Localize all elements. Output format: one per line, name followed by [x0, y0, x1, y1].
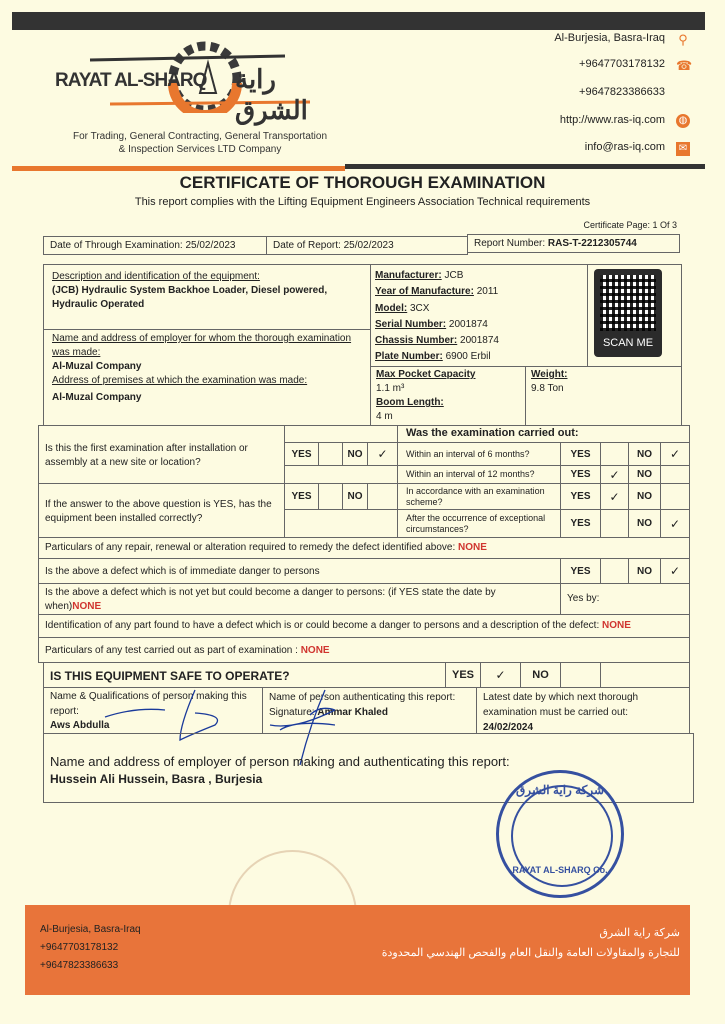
tagline-line: & Inspection Services LTD Company: [118, 144, 282, 155]
company-stamp: [496, 770, 624, 898]
footer-phone: +9647703178132: [40, 942, 119, 953]
stamp-text: RAYAT AL-SHARQ Co.: [512, 865, 608, 875]
contact-website[interactable]: http://www.ras-iq.com: [559, 114, 665, 126]
spec-row: [375, 349, 583, 365]
logo: [50, 38, 350, 158]
tests-label: Particulars of any test carried out as part of examination :: [45, 645, 301, 656]
blank-cell: [284, 509, 398, 538]
tagline-line: For Trading, General Contracting, General Transportation: [72, 131, 328, 142]
yes-label: YES: [284, 483, 319, 510]
identification-value: NONE: [602, 620, 631, 631]
footer-contacts: [40, 921, 141, 975]
yes-label: YES: [560, 558, 601, 584]
scan-me-label: SCAN ME: [602, 337, 654, 349]
interval-no-checkmark[interactable]: ✓: [660, 442, 690, 466]
spec-row: [375, 284, 583, 300]
no-label: NO: [628, 558, 661, 584]
yes-by-field[interactable]: Yes by:: [560, 583, 690, 615]
mail-icon: ✉: [676, 142, 690, 156]
yes-label: YES: [560, 483, 601, 510]
no-label: NO: [628, 483, 661, 510]
spec-row: [375, 301, 583, 317]
immediate-yes-box[interactable]: [600, 558, 629, 584]
maker-name: Aws Abdulla: [50, 720, 110, 731]
report-number: [467, 234, 680, 253]
installed-correctly-question: If the answer to the above question is YES, has the equipment been installed correctly?: [38, 483, 285, 538]
report-number-value: RAS-T-2212305744: [547, 238, 637, 249]
no-label: NO: [342, 442, 368, 466]
interval-yes-box[interactable]: [600, 509, 629, 538]
spec-label: Manufacturer:: [375, 270, 442, 281]
spec-value: JCB: [444, 270, 464, 281]
employer-info: [43, 329, 371, 426]
interval-yes-checkmark[interactable]: ✓: [600, 465, 629, 484]
spec-label: Chassis Number:: [375, 335, 458, 347]
authenticator-label: Name of person authenticating this report:: [269, 692, 456, 703]
repair-value: NONE: [458, 542, 487, 553]
q2-no-box[interactable]: [367, 483, 398, 510]
equipment-specs: [370, 264, 588, 367]
no-label: NO: [628, 509, 661, 538]
spec-row: [375, 268, 583, 284]
contact-phone: +9647823386633: [579, 86, 665, 98]
interval-question: After the occurrence of exceptional circumstances?: [397, 509, 561, 538]
company-name-en: RAYAT AL-SHARQ: [55, 70, 207, 91]
repair-row: [38, 537, 690, 559]
blank-cell: [284, 425, 398, 443]
no-label: NO: [628, 465, 661, 484]
authenticator-name: Ammar Khaled: [317, 707, 388, 718]
field-label: Description and identification of the equipment:: [52, 271, 260, 282]
field-label: Boom Length:: [376, 397, 444, 408]
signature-label: Signature:: [269, 707, 318, 718]
field-label: Max Pocket Capacity: [376, 369, 476, 380]
divider-orange: [12, 166, 345, 171]
capacity-cell: [370, 366, 526, 426]
interval-no-box[interactable]: [660, 483, 690, 510]
maker-label: Name & Qualifications of person making this report:: [50, 691, 247, 717]
divider-dark: [345, 164, 705, 169]
spec-row: [375, 317, 583, 333]
footer-address: Al-Burjesia, Basra-Iraq: [40, 924, 141, 935]
footer-phone: +9647823386633: [40, 960, 119, 971]
field-value: Al-Muzal Company: [52, 361, 142, 372]
field-value: 4 m: [376, 411, 393, 422]
could-become-question: Is the above a defect which is not yet but could become a danger to persons: (if YES state the date by when): [45, 587, 496, 612]
employer-label: Name and address of employer of person making and authenticating this report:: [50, 754, 510, 769]
contact-email[interactable]: info@ras-iq.com: [584, 141, 665, 153]
first-exam-question: Is this the first examination after installation or assembly at a new site or location?: [38, 425, 285, 484]
spec-value: 6900 Erbil: [445, 351, 491, 363]
spec-value: 3CX: [410, 302, 430, 314]
spec-value: 2001874: [460, 335, 499, 347]
spec-value: 2001874: [448, 318, 488, 330]
immediate-no-checkmark[interactable]: ✓: [660, 558, 690, 584]
footer-arabic-desc: للتجارة والمقاولات العامة والنقل العام والفحص الهندسي المحدودة: [381, 947, 680, 959]
interval-yes-box[interactable]: [600, 442, 629, 466]
subtitle: This report complies with the Lifting Equipment Engineers Association Technical requirements: [134, 196, 591, 208]
repair-label: Particulars of any repair, renewal or alteration required to remedy the defect identified above:: [45, 542, 459, 553]
contact-phone: +9647703178132: [579, 58, 665, 70]
interval-question: Within an interval of 6 months?: [397, 442, 561, 466]
blank-cell: [284, 465, 398, 484]
interval-no-box[interactable]: [660, 465, 690, 484]
company-name-ar: راية الشرق: [235, 64, 308, 125]
field-label: Address of premises at which the examination was made:: [52, 375, 308, 386]
yes-label: YES: [560, 442, 601, 466]
equipment-description: [43, 264, 371, 330]
yes-label: YES: [560, 465, 601, 484]
interval-yes-checkmark[interactable]: ✓: [600, 483, 629, 510]
safe-no-box[interactable]: [560, 662, 601, 688]
spec-label: Serial Number:: [375, 318, 447, 330]
footer-arabic-name: شركة راية الشرق: [599, 927, 680, 939]
immediate-danger-question: Is the above a defect which is of immediate danger to persons: [38, 558, 561, 584]
field-value: (JCB) Hydraulic System Backhoe Loader, Diesel powered, Hydraulic Operated: [52, 285, 328, 310]
field-value: Al-Muzal Company: [52, 392, 142, 403]
q2-yes-box[interactable]: [318, 483, 343, 510]
spec-value: 2011: [476, 286, 499, 298]
yes-label: YES: [560, 509, 601, 538]
blank-cell: [600, 662, 690, 688]
report-number-label: Report Number:: [474, 238, 548, 249]
yes-label: YES: [445, 662, 481, 688]
carried-out-heading: Was the examination carried out:: [397, 425, 690, 443]
qr-pattern: [600, 275, 656, 331]
location-pin-icon: ⚲: [678, 32, 688, 47]
exam-date: Date of Through Examination: 25/02/2023: [43, 236, 267, 255]
next-exam-date: 24/02/2024: [483, 722, 534, 733]
safe-yes-checkmark[interactable]: ✓: [480, 662, 521, 688]
spec-label: Plate Number:: [375, 351, 443, 363]
no-label: NO: [520, 662, 561, 688]
spec-label: Year of Manufacture:: [375, 286, 474, 298]
tests-value: NONE: [300, 645, 330, 656]
tagline: [55, 130, 345, 156]
identification-label: Identification of any part found to have a defect which is or could become a danger to persons and a description of the defect:: [45, 620, 603, 631]
page-title: CERTIFICATE OF THOROUGH EXAMINATION: [179, 173, 546, 192]
contact-address: Al-Burjesia, Basra-Iraq: [554, 32, 665, 44]
next-exam-cell: [476, 687, 690, 734]
weight-cell: [525, 366, 682, 426]
globe-icon: ◍: [676, 114, 690, 128]
field-label: Weight:: [531, 369, 568, 380]
header-bar: [12, 12, 705, 30]
interval-question: Within an interval of 12 months?: [397, 465, 561, 484]
spec-label: Model:: [375, 302, 408, 314]
qr-cell: [587, 264, 682, 367]
no-label: NO: [628, 442, 661, 466]
footer: [25, 905, 690, 995]
qr-code[interactable]: [594, 269, 662, 357]
phone-icon: ☎: [676, 58, 693, 73]
stamp-arabic-text: شركة راية الشرق: [515, 783, 605, 797]
spec-row: [375, 333, 583, 349]
footer-arabic: [382, 923, 680, 963]
interval-question: In accordance with an examination scheme?: [397, 483, 561, 510]
next-exam-label: Latest date by which next thorough examination must be carried out:: [483, 692, 639, 718]
no-label: NO: [342, 483, 368, 510]
interval-no-checkmark[interactable]: ✓: [660, 509, 690, 538]
field-value: 9.8 Ton: [531, 383, 564, 394]
yes-label: YES: [284, 442, 319, 466]
certificate-page-number: Certificate Page: 1 Of 3: [583, 220, 677, 230]
q1-no-checkmark[interactable]: ✓: [367, 442, 398, 466]
could-become-row: [38, 583, 561, 615]
field-value: 1.1 m³: [376, 383, 405, 394]
safe-to-operate-question: IS THIS EQUIPMENT SAFE TO OPERATE?: [43, 662, 446, 688]
field-label: Name and address of employer for whom the thorough examination was made:: [52, 333, 352, 358]
could-become-value: NONE: [72, 601, 102, 612]
employer-value: Hussein Ali Hussein, Basra , Burjesia: [50, 772, 263, 786]
tests-row: [38, 637, 690, 663]
identification-row: [38, 614, 690, 638]
report-date: Date of Report: 25/02/2023: [266, 236, 468, 255]
q1-yes-box[interactable]: [318, 442, 343, 466]
